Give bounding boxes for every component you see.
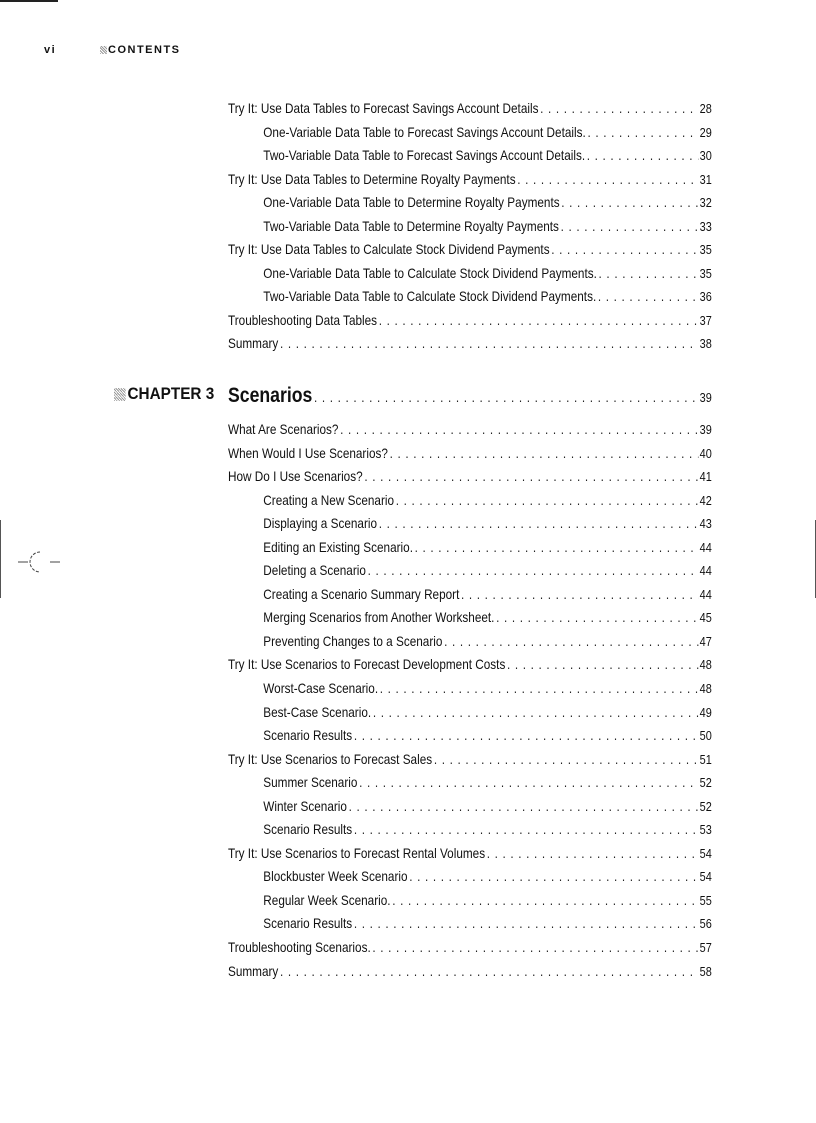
toc-entry-page: 52	[699, 775, 712, 791]
dot-leader	[409, 868, 698, 884]
toc-entry[interactable]	[228, 774, 712, 798]
toc-entry[interactable]	[228, 312, 712, 336]
toc-entry[interactable]	[228, 147, 712, 171]
toc-entry-page: 45	[699, 610, 712, 626]
toc-entry[interactable]	[228, 609, 712, 633]
toc-entry-title: Try It: Use Scenarios to Forecast Sales	[228, 750, 433, 767]
dot-leader	[487, 845, 698, 861]
toc-entry-page: 39	[699, 422, 712, 437]
toc-entry-title: Summer Scenario	[263, 774, 358, 791]
toc-entry-page: 35	[699, 265, 712, 281]
toc-entry[interactable]	[228, 265, 712, 289]
toc-entry-title: What Are Scenarios?	[228, 421, 339, 437]
toc-entry-page: 57	[699, 940, 712, 956]
dot-leader	[507, 656, 698, 672]
dot-leader	[373, 704, 698, 720]
chapter-page: 39	[699, 390, 712, 405]
toc-entry-page: 43	[699, 516, 712, 532]
dot-leader	[314, 389, 698, 405]
toc-entry[interactable]	[228, 868, 712, 892]
dot-leader	[340, 421, 698, 437]
toc-entry[interactable]	[228, 539, 712, 563]
toc-entry-page: 58	[699, 963, 712, 979]
running-header	[44, 44, 181, 56]
running-title: CONTENTS	[108, 44, 181, 56]
toc-entry[interactable]	[228, 288, 712, 312]
dot-leader	[368, 562, 698, 578]
toc-entry[interactable]	[228, 194, 712, 218]
toc-entry[interactable]	[228, 704, 712, 728]
toc-entry[interactable]	[228, 963, 712, 987]
toc-entry-title: Summary	[228, 962, 279, 979]
toc-entry-title: Deleting a Scenario	[263, 562, 366, 579]
dot-leader	[349, 798, 698, 814]
toc-entry-title: Two-Variable Data Table to Calculate Stock Dividend Payments.	[263, 288, 597, 305]
toc-section-top	[228, 100, 712, 359]
toc-entry[interactable]	[228, 798, 712, 822]
toc-entry-title: Two-Variable Data Table to Determine Royalty Payments	[263, 217, 559, 234]
toc-entry-page: 50	[699, 728, 712, 744]
toc-entry[interactable]	[228, 468, 712, 492]
dot-leader	[354, 915, 698, 931]
toc-entry-title: Troubleshooting Data Tables	[228, 311, 378, 328]
toc-entry-title: One-Variable Data Table to Calculate Stock Dividend Payments.	[263, 264, 597, 281]
chapter-number: CHAPTER 3	[127, 384, 215, 403]
toc-entry[interactable]	[228, 939, 712, 963]
toc-entry-title: Summary	[228, 335, 279, 352]
top-rule	[0, 0, 58, 2]
dot-leader	[280, 963, 698, 979]
toc-entry-page: 54	[699, 845, 712, 861]
toc-entry-page: 53	[699, 822, 712, 838]
dot-leader	[396, 492, 698, 508]
dot-leader	[587, 124, 698, 140]
dot-leader	[390, 445, 698, 461]
chapter-label	[114, 384, 214, 404]
dot-leader	[461, 586, 698, 602]
toc-entry-page: 54	[699, 869, 712, 885]
toc-entry-title: One-Variable Data Table to Forecast Savings Account Details.	[263, 123, 586, 140]
dot-leader	[379, 515, 698, 531]
toc-entry-title: How Do I Use Scenarios?	[228, 468, 363, 485]
chapter-entry[interactable]	[228, 384, 712, 412]
toc-entry-title: One-Variable Data Table to Determine Royalty Payments	[263, 194, 560, 211]
toc-entry-title: Winter Scenario	[263, 797, 347, 814]
toc-entry-page: 35	[699, 242, 712, 258]
hatch-ornament-icon	[100, 46, 107, 54]
dot-leader	[392, 892, 698, 908]
toc-entry-page: 52	[699, 798, 712, 814]
dot-leader	[598, 288, 698, 304]
toc-entry-page: 36	[699, 289, 712, 305]
toc-entry[interactable]	[228, 892, 712, 916]
page-folio: vi	[44, 44, 57, 56]
dot-leader	[434, 751, 698, 767]
toc-entry-title: Displaying a Scenario	[263, 515, 378, 532]
toc-entry-page: 31	[699, 171, 712, 187]
toc-section-chapter	[228, 421, 712, 986]
toc-entry-page: 41	[699, 469, 712, 485]
toc-entry[interactable]	[228, 562, 712, 586]
toc-entry[interactable]	[228, 421, 712, 445]
toc-entry-title: Scenario Results	[263, 915, 353, 932]
toc-entry-title: Try It: Use Data Tables to Calculate Stock Dividend Payments	[228, 241, 550, 258]
toc-entry-title: Try It: Use Data Tables to Forecast Savings Account Details	[228, 100, 539, 116]
toc-entry[interactable]	[228, 241, 712, 265]
toc-entry-page: 29	[699, 124, 712, 140]
toc-entry[interactable]	[228, 633, 712, 657]
dot-leader	[587, 147, 698, 163]
toc-entry[interactable]	[228, 124, 712, 148]
dot-leader	[354, 727, 698, 743]
dot-leader	[354, 821, 698, 837]
chapter-title: Scenarios	[228, 384, 313, 407]
toc-entry-title: Two-Variable Data Table to Forecast Savings Account Details.	[263, 147, 586, 164]
dot-leader	[359, 774, 698, 790]
dot-leader	[561, 194, 698, 210]
toc-entry-title: Best-Case Scenario.	[263, 703, 372, 720]
toc-entry-title: When Would I Use Scenarios?	[228, 444, 388, 461]
dot-leader	[379, 312, 698, 328]
toc-entry[interactable]	[228, 100, 712, 124]
chapter-heading	[228, 384, 712, 412]
toc-entry[interactable]	[228, 492, 712, 516]
toc-entry-page: 47	[699, 633, 712, 649]
toc-entry-page: 55	[699, 892, 712, 908]
toc-entry[interactable]	[228, 727, 712, 751]
crop-mark-left	[0, 520, 1, 598]
toc-entry-page: 38	[699, 336, 712, 352]
toc-entry[interactable]	[228, 586, 712, 610]
toc-entry-title: Troubleshooting Scenarios.	[228, 939, 371, 956]
toc-entry-page: 37	[699, 312, 712, 328]
toc-entry-title: Creating a New Scenario	[263, 491, 395, 508]
toc-entry[interactable]	[228, 845, 712, 869]
dot-leader	[561, 218, 698, 234]
dot-leader	[372, 939, 698, 955]
toc-entry-page: 44	[699, 563, 712, 579]
toc-entry-page: 28	[699, 101, 712, 116]
dot-leader	[599, 265, 698, 281]
toc-entry-page: 33	[699, 218, 712, 234]
toc-entry-title: Try It: Use Scenarios to Forecast Development Costs	[228, 656, 506, 673]
dot-leader	[364, 468, 698, 484]
dot-leader	[540, 100, 698, 116]
toc-entry-page: 42	[699, 492, 712, 508]
toc-entry[interactable]	[228, 915, 712, 939]
toc-entry-page: 44	[699, 586, 712, 602]
toc-entry[interactable]	[228, 171, 712, 195]
dot-leader	[517, 171, 698, 187]
toc-entry-page: 48	[699, 657, 712, 673]
dot-leader	[496, 609, 698, 625]
hatch-ornament-icon	[114, 388, 126, 401]
toc-entry[interactable]	[228, 515, 712, 539]
toc-entry-title: Worst-Case Scenario.	[263, 680, 379, 697]
toc-entry[interactable]	[228, 445, 712, 469]
toc-entry-page: 48	[699, 681, 712, 697]
toc-entry-title: Blockbuster Week Scenario	[263, 868, 408, 885]
toc-entry-title: Editing an Existing Scenario.	[263, 538, 413, 555]
dot-leader	[380, 680, 698, 696]
toc-entry-title: Try It: Use Data Tables to Determine Royalty Payments	[228, 170, 516, 187]
registration-mark-icon	[18, 548, 62, 578]
toc-entry-page: 32	[699, 195, 712, 211]
toc-entry[interactable]	[228, 656, 712, 680]
toc-entry-title: Scenario Results	[263, 821, 353, 838]
toc-entry[interactable]	[228, 335, 712, 359]
toc-entry-title: Try It: Use Scenarios to Forecast Rental Volumes	[228, 844, 486, 861]
toc-entry-title: Regular Week Scenario.	[263, 891, 391, 908]
toc-entry-page: 56	[699, 916, 712, 932]
toc-entry-page: 44	[699, 539, 712, 555]
toc-entry-title: Creating a Scenario Summary Report	[263, 585, 460, 602]
toc-entry-page: 40	[699, 445, 712, 461]
toc-entry[interactable]	[228, 751, 712, 775]
dot-leader	[415, 539, 698, 555]
dot-leader	[444, 633, 698, 649]
toc-entry-title: Preventing Changes to a Scenario	[263, 632, 443, 649]
toc-entry-title: Scenario Results	[263, 727, 353, 744]
toc-entry[interactable]	[228, 218, 712, 242]
dot-leader	[551, 241, 698, 257]
toc-entry-title: Merging Scenarios from Another Worksheet.	[263, 609, 495, 626]
toc-entry-page: 30	[699, 148, 712, 164]
dot-leader	[280, 335, 698, 351]
toc-entry-page: 49	[699, 704, 712, 720]
toc-entry-page: 51	[699, 751, 712, 767]
toc-entry[interactable]	[228, 821, 712, 845]
toc-entry[interactable]	[228, 680, 712, 704]
